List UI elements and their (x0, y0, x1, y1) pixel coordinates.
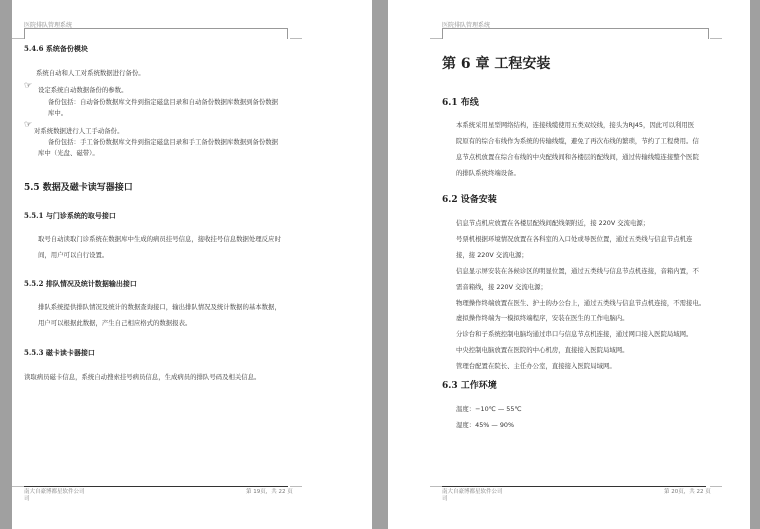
section-heading: 5.4.6 系统备份模块 (24, 44, 88, 53)
header-rule (24, 28, 288, 39)
margin-mark (710, 486, 722, 487)
margin-mark (430, 486, 442, 487)
paragraph: 取号自动读取门诊系统在数据库中生成的病员挂号信息，接收挂号信息数据处理反应时 (38, 235, 281, 243)
bullet-text: 对系统数据进行人工手动备份。 (34, 127, 124, 135)
footer-company-cont: 司 (442, 496, 448, 502)
paragraph: 备份包括：自动备份数据库文件到指定磁盘目录和自动备份数据库数据到备份数据 (48, 98, 279, 106)
temperature-spec: 温度：−10℃ — 55℃ (456, 405, 522, 413)
paragraph: 信息节点机应放置在各楼层配线间配线架附近，接 220V 交流电源； (456, 219, 650, 227)
section-heading: 5.5 数据及磁卡读写器接口 (24, 183, 133, 193)
page-number: 第 20页，共 22 页 (664, 489, 711, 495)
paragraph: 的排队系统终端设备。 (456, 169, 520, 177)
paragraph: 分诊台和子系统控制电脑均通过串口与信息节点机连接，通过网口接入医院局域网。 (456, 330, 693, 338)
paragraph: 号票机根据环境情况放置在各科室的入口处或导医位置，通过五类线与信息节点机连 (456, 235, 693, 243)
margin-mark (12, 486, 24, 487)
section-heading: 5.5.3 磁卡读卡器接口 (24, 348, 95, 357)
bullet-text: 设定系统自动数据备份的参数。 (38, 86, 128, 94)
footer-company: 南大自豪博都星软件公司 (442, 489, 503, 495)
section-heading: 6.1 布线 (442, 98, 479, 108)
header-rule (442, 28, 709, 39)
chapter-title: 第 6 章 工程安装 (442, 56, 551, 72)
margin-mark (430, 38, 442, 39)
paragraph: 库中。 (48, 109, 68, 117)
document-page-left (12, 0, 372, 529)
paragraph: 本系统采用星型网络结构，连接线缆使用五类双绞线，接头为RJ45，因此可以利用医 (456, 121, 695, 129)
humidity-spec: 湿度：45% — 90% (456, 421, 515, 429)
pointing-hand-icon: ☞ (24, 120, 33, 130)
pointing-hand-icon: ☞ (24, 81, 33, 91)
paragraph: 备份包括：手工备份数据库文件到指定磁盘目录和手工备份数据库数据到备份数据 (48, 138, 279, 146)
paragraph: 用户可以根据此数据，产生自己相应格式的数据报表。 (38, 319, 192, 327)
document-page-right (388, 0, 750, 529)
paragraph: 中央控制电脑放置在医院的中心机房，直接接入医院局域网。 (456, 346, 629, 354)
margin-mark (710, 38, 722, 39)
page-header: 医院排队管理系统 (24, 22, 73, 29)
paragraph: 系统自动和人工对系统数据进行备份。 (36, 69, 145, 77)
paragraph: 管理台配置在院长、主任办公室，直接接入医院局域网。 (456, 362, 616, 370)
section-heading: 5.5.1 与门诊系统的取号接口 (24, 211, 116, 220)
paragraph: 信息显示屏安装在各候诊区的明显位置，通过五类线与信息节点机连接，音箱内置，不 (456, 267, 699, 275)
margin-mark (290, 38, 302, 39)
section-heading: 6.2 设备安装 (442, 195, 497, 205)
paragraph: 读取病员磁卡信息，系统自动搜索挂号病员信息，生成病员的排队号码及相关信息。 (24, 373, 261, 381)
paragraph: 虚拟操作终端为一模拟终端程序，安装在医生的工作电脑内。 (456, 314, 629, 322)
paragraph: 物理操作终端放置在医生、护士的办公台上，通过五类线与信息节点机连接，不需接电。 (456, 299, 706, 307)
page-header: 医院排队管理系统 (442, 22, 491, 29)
paragraph: 接，接 220V 交流电源； (456, 251, 528, 259)
footer-company: 南大自豪博都星软件公司 (24, 489, 85, 495)
page-number: 第 19页，共 22 页 (246, 489, 293, 495)
paragraph: 排队系统提供排队情况及统计的数据查询接口，输出排队情况及统计数据的基本数据， (38, 303, 281, 311)
margin-mark (12, 38, 24, 39)
paragraph: 库中（光盘、磁带）。 (38, 149, 99, 157)
footer-company-cont: 司 (24, 496, 30, 502)
paragraph: 间，用户可以自行设置。 (38, 251, 109, 259)
section-heading: 6.3 工作环境 (442, 381, 497, 391)
paragraph: 息节点机放置在综合布线的中央配线间和各楼层的配线间，通过传输线缆连接整个医院 (456, 153, 699, 161)
paragraph: 需音箱线，接 220V 交流电源； (456, 283, 547, 291)
paragraph: 院原有的综合布线作为系统的传输线缆，避免了再次布线的繁琐，节约了工程费用。信 (456, 137, 699, 145)
section-heading: 5.5.2 排队情况及统计数据输出接口 (24, 279, 137, 288)
